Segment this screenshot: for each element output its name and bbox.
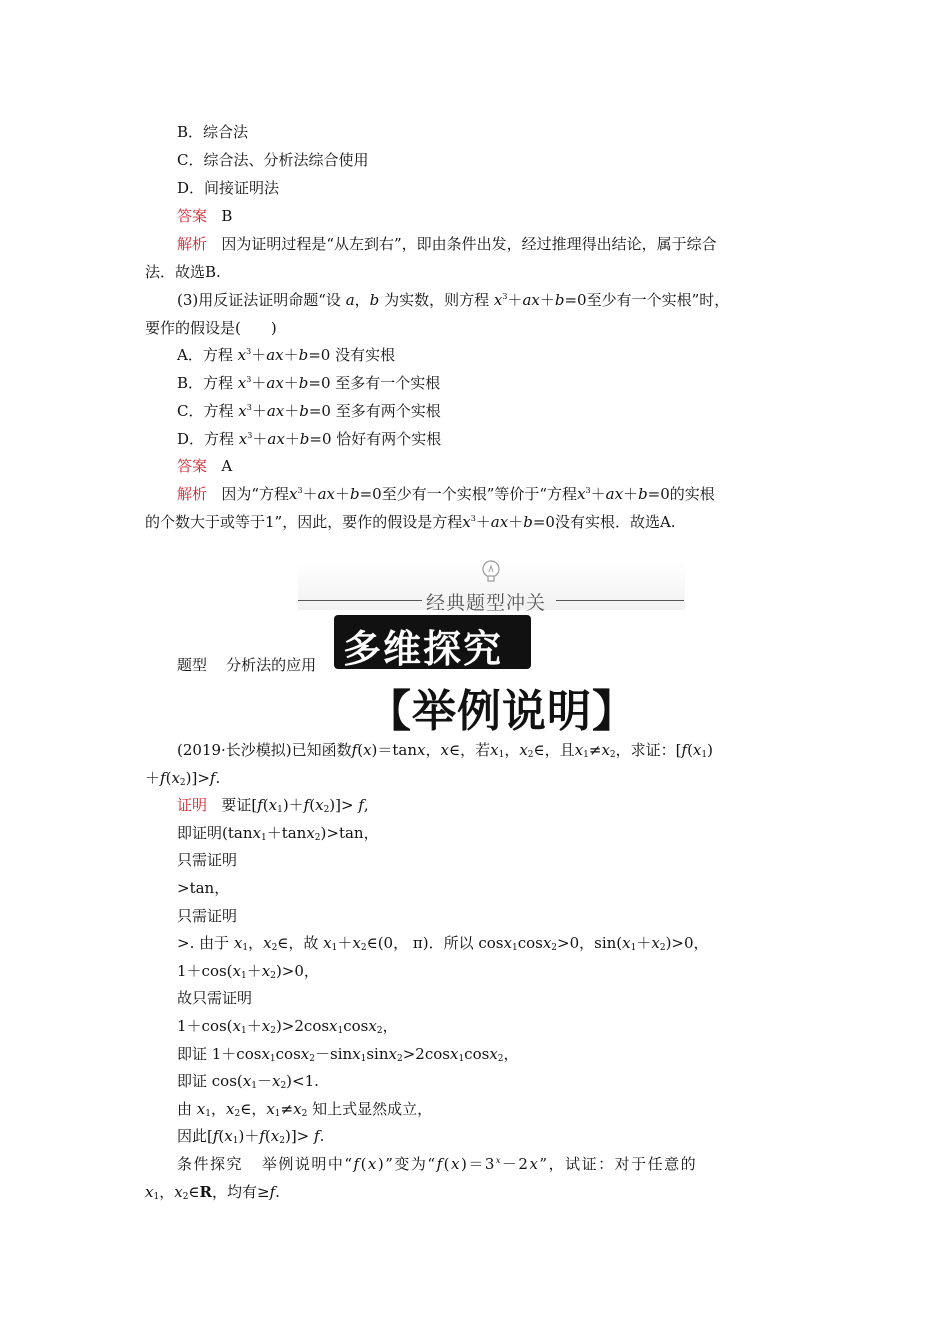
intro-c: ，且 bbox=[544, 741, 575, 759]
question-3: (3)用反证法证明命题“设 a，b 为实数，则方程 $x^3+ax+b=0$至少有一个实根”时， bbox=[177, 291, 730, 309]
intro-d: ，求证：[ bbox=[615, 741, 682, 759]
exploration-line: 条件探究 举例说明中“f(x)”变为“$f(x)=3^x-2x$”，试证：对于任意的 bbox=[177, 1155, 698, 1173]
proof-line-6: >. 由于 $x_1$，$x_2\in$，故 $x_1+x_2\in(0$， π)．所以 cosx$_1$cosx$_2$>0，$\sin(x_1+x_2)>0$， bbox=[177, 934, 709, 953]
problem-statement: (2019·长沙模拟)已知函数f(x)＝tanx，x∈，若$x_1$，$x_2\in$，且$x_1\ne x_2$，求证：[$f(x_1)$ bbox=[177, 741, 713, 760]
example-heading: 【举例说明】 bbox=[367, 686, 637, 737]
explanation-label-2: 解析 bbox=[177, 485, 208, 503]
topic-text: 分析法的应用 bbox=[226, 656, 317, 674]
proof-line-13: 因此$[f(x_1)+f(x_2)]> f$. bbox=[177, 1127, 325, 1146]
proof-line-10: 即证 1＋cosx$_1$cosx$_2$－sinx$_1$sinx$_2$>2cosx$_1$cosx$_2$， bbox=[177, 1045, 519, 1064]
proof-p10: 即证 1＋cos bbox=[177, 1045, 262, 1063]
answer-line-2 bbox=[177, 456, 232, 476]
topic-line bbox=[177, 655, 316, 675]
exp2-part-c: =0的实根 bbox=[647, 485, 715, 503]
proof-line-1: 证明 要证$[f(x_1)+f(x_2)]> f$, bbox=[177, 796, 369, 815]
proof-line-3: 只需证明 bbox=[177, 851, 238, 869]
exploration-cont: $x_1$，$x_2\in R$，均有≥f. bbox=[145, 1183, 280, 1202]
explanation-label: 解析 bbox=[177, 235, 208, 253]
banner-rule-right bbox=[556, 600, 684, 601]
proof-p12: 由 bbox=[177, 1100, 193, 1118]
exp2-part-a: 因为“方程 bbox=[221, 485, 289, 503]
proof-p13: 因此[ bbox=[177, 1127, 213, 1145]
explanation-text: 因为证明过程是“从左到右”，即由条件出发，经过推理得出结论，属于综合 bbox=[221, 235, 717, 253]
answer-label-2: 答案 bbox=[177, 457, 208, 475]
exp2-cont-a: 的个数大于或等于1”，因此，要作的假设是方程 bbox=[145, 513, 463, 531]
proof-label: 证明 bbox=[177, 796, 208, 814]
proof-p11: 即证 cos( bbox=[177, 1072, 243, 1090]
question-3-cont: 要作的假设是( ) bbox=[145, 319, 277, 337]
choice-d: D．方程 $x^3+ax+b=0$ 恰好有两个实根 bbox=[177, 430, 442, 448]
intro-cont-a: ＋ bbox=[145, 769, 161, 787]
choice-c: C．方程 $x^3+ax+b=0$ 至多有两个实根 bbox=[177, 402, 441, 420]
proof-line-12: 由 $x_1$，$x_2\in$，$x_1\ne x_2$ 知上式显然成立， bbox=[177, 1100, 433, 1119]
proof-line-4: >tan， bbox=[177, 879, 230, 897]
proof-line-9: $1+\cos(x_1+x_2)>2\cos x_1\cos x_2$， bbox=[177, 1017, 398, 1036]
answer-value: B bbox=[221, 207, 233, 225]
exp2-part-b: =0至少有一个实根”等价于“方程 bbox=[359, 485, 578, 503]
intro-a: (2019·长沙模拟)已知函数 bbox=[177, 741, 352, 759]
answer-value-2: A bbox=[221, 457, 233, 475]
explanation-cont-2: 的个数大于或等于1”，因此，要作的假设是方程$x^3+ax+b=0$没有实根．故选A. bbox=[145, 513, 676, 531]
proof-p1: 要证[ bbox=[221, 796, 258, 814]
explore-b: ”变为“ bbox=[385, 1155, 437, 1173]
choice-c-text: 至多有两个实根 bbox=[335, 402, 441, 420]
choice-a-text: 没有实根 bbox=[335, 346, 396, 364]
banner-rule-left bbox=[298, 600, 422, 601]
lightbulb-icon bbox=[481, 560, 501, 584]
problem-statement-cont: $+f(x_2)]>f$. bbox=[145, 769, 221, 788]
proof-line-5: 只需证明 bbox=[177, 907, 238, 925]
proof-line-7: $1+\cos(x_1+x_2)>0$， bbox=[177, 962, 319, 981]
choice-b-text: 至多有一个实根 bbox=[335, 374, 441, 392]
choice-a: A．方程 $x^3+ax+b=0$ 没有实根 bbox=[177, 346, 396, 364]
explore-c: ”，试证：对于任意的 bbox=[539, 1155, 698, 1173]
q3-part-c: =0至少有一个实根”时， bbox=[564, 291, 730, 309]
intro-cont-b: ]> bbox=[191, 769, 210, 787]
option-c-text: C．综合法、分析法综合使用 bbox=[177, 151, 369, 169]
topic-label: 题型 bbox=[177, 656, 208, 674]
proof-p7: 1＋cos( bbox=[177, 962, 233, 980]
section-title: 经典题型冲关 bbox=[426, 592, 547, 614]
intro-b: ，若 bbox=[460, 741, 491, 759]
proof-p12b: 知上式显然成立， bbox=[312, 1100, 433, 1118]
proof-line-11: 即证 $\cos(x_1-x_2)<1$. bbox=[177, 1072, 319, 1091]
explore-a: 举例说明中“ bbox=[261, 1155, 354, 1173]
explanation-line-1 bbox=[177, 234, 717, 254]
exp2-cont-b: =0没有实根．故选A. bbox=[532, 513, 676, 531]
proof-line-2: 即证明(tanx$_1$＋tanx$_2$)>tan， bbox=[177, 824, 379, 843]
proof-line-8: 故只需证明 bbox=[177, 989, 253, 1007]
q3-part-b: 为实数，则方程 bbox=[384, 291, 490, 309]
answer-label: 答案 bbox=[177, 207, 208, 225]
exploration-label: 条件探究 bbox=[177, 1155, 244, 1173]
q3-part-a: (3)用反证法证明命题“设 bbox=[177, 291, 341, 309]
explanation-cont-1: 法．故选B. bbox=[145, 263, 221, 281]
explore-cont: ，均有≥ bbox=[212, 1183, 270, 1201]
badge-label: 多维探究 bbox=[343, 627, 504, 671]
answer-line-1 bbox=[177, 206, 232, 226]
option-d-text: D．间接证明法 bbox=[177, 179, 280, 197]
choice-d-text: 恰好有两个实根 bbox=[336, 430, 442, 448]
option-b-text: B．综合法 bbox=[177, 123, 249, 141]
explanation-line-2: 解析 因为“方程$x^3+ax+b=0$至少有一个实根”等价于“方程$x^3+ax+b=0$的实根 bbox=[177, 485, 715, 503]
choice-b: B．方程 $x^3+ax+b=0$ 至多有一个实根 bbox=[177, 374, 441, 392]
proof-p2: 即证明(tan bbox=[177, 824, 253, 842]
